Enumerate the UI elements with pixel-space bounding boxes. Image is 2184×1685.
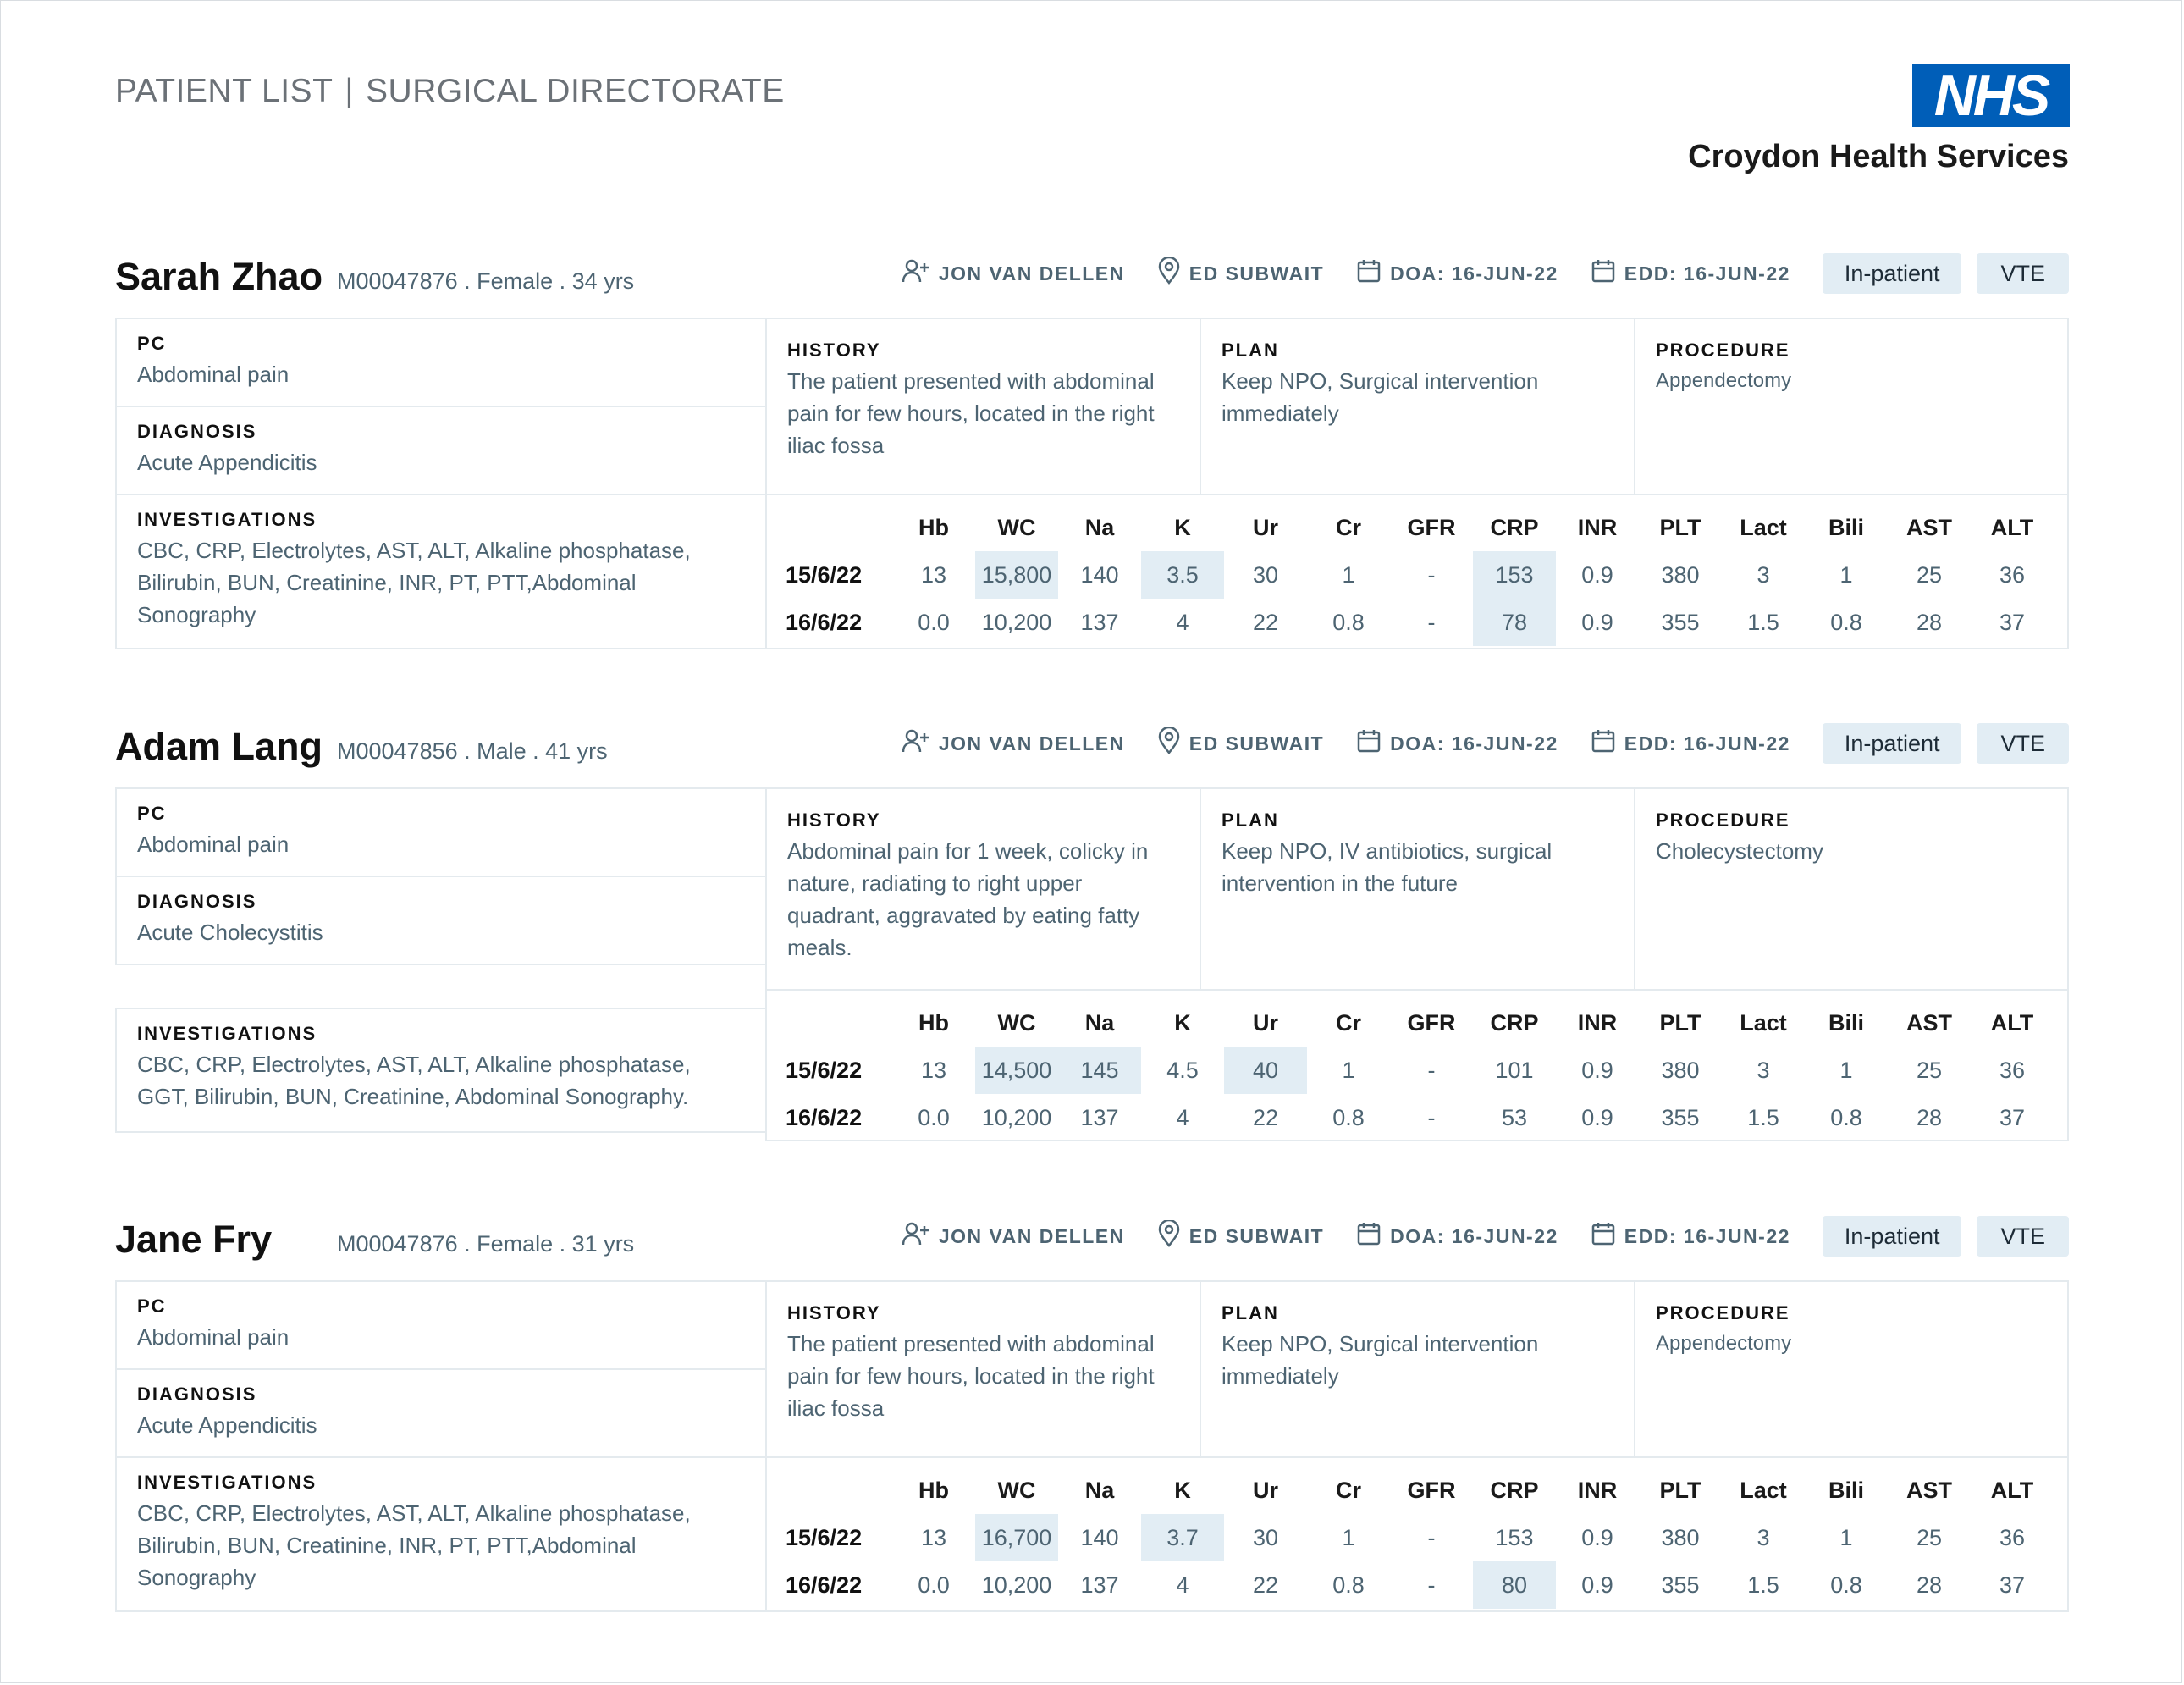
- page-title-left: PATIENT LIST: [115, 73, 334, 109]
- patient-header: [115, 1213, 2069, 1280]
- page-title-right: SURGICAL DIRECTORATE: [366, 73, 785, 109]
- lab-value: 3: [1757, 561, 1770, 588]
- lab-column-header: Ur: [1252, 1009, 1278, 1036]
- patient-info-chips: [902, 250, 2069, 297]
- doa-text: DOA: 16-JUN-22: [1390, 732, 1558, 754]
- pc-value: Abdominal pain: [137, 831, 290, 857]
- lab-date: 15/6/22: [786, 1524, 863, 1550]
- lab-row: [786, 1514, 2054, 1561]
- calendar-icon: [1356, 1221, 1390, 1251]
- pc-label: PC: [137, 333, 167, 354]
- location-chip[interactable]: [1157, 257, 1324, 290]
- lab-column-header: ALT: [1990, 514, 2034, 540]
- lab-value: 1: [1839, 561, 1853, 588]
- lab-column-header: GFR: [1407, 1477, 1456, 1503]
- lab-column-header: Bili: [1828, 1009, 1864, 1036]
- plan-label: PLAN: [1222, 340, 1279, 361]
- investigations-label: INVESTIGATIONS: [137, 1023, 317, 1044]
- lab-value: 140: [1080, 561, 1119, 588]
- lab-value: 1: [1342, 1057, 1355, 1083]
- location-name: ED SUBWAIT: [1189, 262, 1325, 285]
- lab-value: 0.0: [918, 1104, 950, 1130]
- lab-value: 22: [1252, 609, 1279, 635]
- patient-header: [115, 720, 2069, 787]
- lab-value: 1.5: [1747, 609, 1779, 635]
- lab-column-header: Lact: [1740, 1477, 1787, 1503]
- lab-value: 0.9: [1581, 1572, 1613, 1598]
- history-value: The patient presented with abdominal pain for few hours, located in the right iliac fossa: [787, 1331, 1155, 1421]
- lab-value: 1: [1839, 1524, 1853, 1550]
- pc-value: Abdominal pain: [137, 1324, 290, 1350]
- location-pin-icon: [1157, 1220, 1189, 1252]
- lab-row: [786, 599, 2054, 646]
- diagnosis-label: DIAGNOSIS: [137, 421, 257, 442]
- lab-header-row: [786, 999, 2054, 1047]
- lab-value: 36: [1999, 1524, 2026, 1550]
- lab-column-header: ALT: [1990, 1009, 2034, 1036]
- diagnosis-label: DIAGNOSIS: [137, 1384, 257, 1405]
- doa-text: DOA: 16-JUN-22: [1390, 262, 1558, 285]
- lab-column-header: PLT: [1659, 514, 1701, 540]
- lab-results-table: [786, 504, 2054, 646]
- investigations-value: CBC, CRP, Electrolytes, AST, ALT, Alkaline phosphatase, GGT, Bilirubin, BUN, Creatinine, Abdominal Sonography.: [137, 1052, 691, 1109]
- edd-chip: [1591, 258, 1790, 289]
- lab-column-header: GFR: [1407, 514, 1456, 540]
- lab-column-header: WC: [997, 1477, 1036, 1503]
- diagnosis-cell: [115, 406, 767, 495]
- lab-column-header: Na: [1084, 514, 1115, 540]
- lab-value: 37: [1999, 609, 2026, 635]
- lab-value: 1.5: [1747, 1572, 1779, 1598]
- lab-value: 10,200: [981, 1104, 1052, 1130]
- nhs-logo: [1912, 64, 2070, 127]
- lab-value: 0.8: [1332, 609, 1365, 635]
- lab-value: 101: [1495, 1057, 1534, 1083]
- procedure-label: PROCEDURE: [1656, 809, 1790, 831]
- history-value: The patient presented with abdominal pain for few hours, located in the right iliac fossa: [787, 368, 1155, 458]
- lab-column-header: WC: [997, 1009, 1036, 1036]
- lab-value: 4: [1176, 609, 1189, 635]
- location-chip[interactable]: [1157, 1220, 1324, 1252]
- lab-value: 3.5: [1141, 551, 1224, 599]
- lab-value: 13: [920, 561, 947, 588]
- lab-value: 1: [1839, 1057, 1853, 1083]
- consultant-chip[interactable]: [902, 258, 1125, 289]
- status-badge[interactable]: In-patient: [1823, 253, 1962, 294]
- lab-column-header: K: [1174, 1477, 1191, 1503]
- pc-label: PC: [137, 803, 167, 824]
- calendar-icon: [1356, 258, 1390, 289]
- lab-column-header: GFR: [1407, 1009, 1456, 1036]
- lab-row: [786, 1094, 2054, 1141]
- lab-column-header: Ur: [1252, 1477, 1278, 1503]
- history-label: HISTORY: [787, 1302, 881, 1323]
- history-cell: [765, 1280, 1201, 1458]
- patient-name: Jane Fry: [115, 1218, 273, 1261]
- patient-info-chips: [902, 720, 2069, 767]
- lab-column-header: Cr: [1335, 514, 1361, 540]
- lab-value: 3.7: [1141, 1514, 1224, 1561]
- history-value: Abdominal pain for 1 week, colicky in nature, radiating to right upper quadrant, aggravated by eating fatty meals.: [787, 838, 1149, 960]
- lab-row: [786, 551, 2054, 599]
- lab-column-header: AST: [1906, 1477, 1952, 1503]
- lab-row: [786, 1047, 2054, 1094]
- lab-value: 355: [1661, 609, 1700, 635]
- lab-value: 0.9: [1581, 1524, 1613, 1550]
- lab-value: 137: [1080, 609, 1119, 635]
- lab-date: 16/6/22: [786, 1104, 863, 1130]
- patient-info-chips: [902, 1213, 2069, 1260]
- lab-value: 40: [1224, 1047, 1307, 1094]
- location-chip[interactable]: [1157, 727, 1324, 760]
- lab-column-header: Lact: [1740, 1009, 1787, 1036]
- lab-value: 22: [1252, 1104, 1279, 1130]
- lab-date-header: [786, 1467, 892, 1514]
- procedure-cell: [1634, 787, 2069, 991]
- lab-value: 153: [1495, 1524, 1534, 1550]
- lab-value: 0.8: [1830, 609, 1862, 635]
- procedure-value: Appendectomy: [1656, 1332, 1792, 1355]
- lab-value: 80: [1473, 1561, 1556, 1609]
- edd-chip: [1591, 1221, 1790, 1251]
- lab-value: 22: [1252, 1572, 1279, 1598]
- lab-column-header: CRP: [1490, 1009, 1539, 1036]
- lab-column-header: Hb: [918, 514, 949, 540]
- vte-badge[interactable]: VTE: [1977, 1216, 2069, 1257]
- lab-value: 0.9: [1581, 1057, 1613, 1083]
- doa-chip: [1356, 1221, 1558, 1251]
- patient-meta: M00047876 . Female . 31 yrs: [337, 1231, 635, 1257]
- lab-value: 13: [920, 1057, 947, 1083]
- diagnosis-value: Acute Appendicitis: [137, 1412, 317, 1438]
- lab-value: -: [1427, 1104, 1436, 1130]
- lab-value: 25: [1916, 1057, 1943, 1083]
- vte-badge[interactable]: VTE: [1977, 253, 2069, 294]
- page-title-separator: |: [345, 73, 355, 109]
- lab-column-header: PLT: [1659, 1009, 1701, 1036]
- lab-column-header: Hb: [918, 1009, 949, 1036]
- diagnosis-value: Acute Cholecystitis: [137, 920, 323, 945]
- lab-results-table: [786, 999, 2054, 1141]
- history-cell: [765, 318, 1201, 495]
- diagnosis-label: DIAGNOSIS: [137, 891, 257, 912]
- plan-value: Keep NPO, Surgical intervention immediately: [1222, 1331, 1539, 1389]
- plan-value: Keep NPO, IV antibiotics, surgical intervention in the future: [1222, 838, 1553, 896]
- procedure-value: Cholecystectomy: [1656, 838, 1823, 864]
- consultant-chip[interactable]: [902, 1221, 1125, 1251]
- investigations-label: INVESTIGATIONS: [137, 1472, 317, 1493]
- pc-label: PC: [137, 1296, 167, 1317]
- lab-column-header: INR: [1577, 1477, 1618, 1503]
- lab-value: 14,500: [975, 1047, 1058, 1094]
- lab-value: 0.9: [1581, 561, 1613, 588]
- plan-cell: [1200, 787, 1635, 991]
- lab-value: 0.8: [1332, 1572, 1365, 1598]
- location-pin-icon: [1157, 257, 1189, 290]
- calendar-icon: [1591, 258, 1624, 289]
- lab-value: 4: [1176, 1104, 1189, 1130]
- lab-value: 1: [1342, 1524, 1355, 1550]
- lab-column-header: Bili: [1828, 1477, 1864, 1503]
- lab-value: 30: [1252, 561, 1279, 588]
- calendar-icon: [1591, 1221, 1624, 1251]
- lab-value: 3: [1757, 1524, 1770, 1550]
- lab-column-header: ALT: [1990, 1477, 2034, 1503]
- investigations-value: CBC, CRP, Electrolytes, AST, ALT, Alkaline phosphatase, Bilirubin, BUN, Creatinine, INR, PT, PTT,Abdominal Sonography: [137, 1500, 691, 1590]
- lab-value: 10,200: [981, 1572, 1052, 1598]
- edd-text: EDD: 16-JUN-22: [1624, 262, 1790, 285]
- lab-results-table: [786, 1467, 2054, 1609]
- doa-text: DOA: 16-JUN-22: [1390, 1224, 1558, 1247]
- lab-column-header: Cr: [1335, 1477, 1361, 1503]
- location-pin-icon: [1157, 727, 1189, 760]
- diagnosis-cell: [115, 1368, 767, 1458]
- diagnosis-value: Acute Appendicitis: [137, 450, 317, 475]
- lab-value: 355: [1661, 1572, 1700, 1598]
- lab-column-header: Na: [1084, 1009, 1115, 1036]
- calendar-icon: [1591, 728, 1624, 759]
- investigations-label: INVESTIGATIONS: [137, 509, 317, 530]
- lab-value: 0.0: [918, 609, 950, 635]
- lab-date-header: [786, 999, 892, 1047]
- lab-column-header: AST: [1906, 514, 1952, 540]
- lab-date: 15/6/22: [786, 1057, 863, 1083]
- vte-badge[interactable]: VTE: [1977, 723, 2069, 764]
- lab-value: 37: [1999, 1104, 2026, 1130]
- lab-column-header: Lact: [1740, 514, 1787, 540]
- lab-column-header: AST: [1906, 1009, 1952, 1036]
- procedure-cell: [1634, 1280, 2069, 1458]
- lab-column-header: Bili: [1828, 514, 1864, 540]
- plan-cell: [1200, 318, 1635, 495]
- lab-value: 145: [1058, 1047, 1141, 1094]
- lab-value: 28: [1916, 1104, 1943, 1130]
- doa-chip: [1356, 258, 1558, 289]
- lab-value: 137: [1080, 1572, 1119, 1598]
- page-title: [115, 73, 785, 110]
- add-user-icon: [902, 1221, 939, 1251]
- lab-column-header: INR: [1577, 1009, 1618, 1036]
- lab-value: 10,200: [981, 609, 1052, 635]
- pc-cell: [115, 1280, 767, 1370]
- lab-value: 137: [1080, 1104, 1119, 1130]
- lab-value: 355: [1661, 1104, 1700, 1130]
- patient-record: [115, 720, 2069, 1130]
- lab-header-row: [786, 504, 2054, 551]
- lab-column-header: K: [1174, 1009, 1191, 1036]
- lab-value: 37: [1999, 1572, 2026, 1598]
- patient-meta: M00047876 . Female . 34 yrs: [337, 268, 635, 294]
- location-name: ED SUBWAIT: [1189, 1224, 1325, 1247]
- lab-value: 1.5: [1747, 1104, 1779, 1130]
- patient-header: [115, 250, 2069, 318]
- lab-column-header: PLT: [1659, 1477, 1701, 1503]
- consultant-name: JON VAN DELLEN: [938, 1224, 1125, 1247]
- procedure-label: PROCEDURE: [1656, 1302, 1790, 1323]
- lab-value: 30: [1252, 1524, 1279, 1550]
- pc-cell: [115, 318, 767, 407]
- lab-value: 1: [1342, 561, 1355, 588]
- lab-results-panel: [765, 494, 2069, 649]
- lab-column-header: Cr: [1335, 1009, 1361, 1036]
- lab-date: 16/6/22: [786, 1572, 863, 1598]
- lab-value: 0.0: [918, 1572, 950, 1598]
- investigations-cell: [115, 1008, 767, 1133]
- procedure-label: PROCEDURE: [1656, 340, 1790, 361]
- history-label: HISTORY: [787, 809, 881, 831]
- lab-value: 28: [1916, 1572, 1943, 1598]
- lab-value: 380: [1661, 561, 1700, 588]
- calendar-icon: [1356, 728, 1390, 759]
- patient-name: Adam Lang: [115, 725, 323, 768]
- history-cell: [765, 787, 1201, 991]
- lab-header-row: [786, 1467, 2054, 1514]
- lab-column-header: WC: [997, 514, 1036, 540]
- lab-value: 53: [1501, 1104, 1528, 1130]
- lab-value: -: [1427, 1572, 1436, 1598]
- lab-column-header: CRP: [1490, 514, 1539, 540]
- lab-value: 15,800: [975, 551, 1058, 599]
- lab-column-header: K: [1174, 514, 1191, 540]
- add-user-icon: [902, 258, 939, 289]
- plan-label: PLAN: [1222, 809, 1279, 831]
- lab-value: 380: [1661, 1524, 1700, 1550]
- add-user-icon: [902, 728, 939, 759]
- lab-column-header: CRP: [1490, 1477, 1539, 1503]
- organization-name: Croydon Health Services: [1688, 139, 2069, 174]
- lab-value: 380: [1661, 1057, 1700, 1083]
- plan-label: PLAN: [1222, 1302, 1279, 1323]
- location-name: ED SUBWAIT: [1189, 732, 1325, 754]
- edd-text: EDD: 16-JUN-22: [1624, 732, 1790, 754]
- lab-value: -: [1427, 1524, 1436, 1550]
- lab-value: 140: [1080, 1524, 1119, 1550]
- patient-meta: M00047856 . Male . 41 yrs: [337, 738, 608, 764]
- edd-text: EDD: 16-JUN-22: [1624, 1224, 1790, 1247]
- plan-cell: [1200, 1280, 1635, 1458]
- lab-value: 0.9: [1581, 1104, 1613, 1130]
- pc-cell: [115, 787, 767, 877]
- lab-value: 153: [1473, 551, 1556, 599]
- lab-value: 13: [920, 1524, 947, 1550]
- lab-column-header: Na: [1084, 1477, 1115, 1503]
- lab-value: 4.5: [1166, 1057, 1199, 1083]
- procedure-cell: [1634, 318, 2069, 495]
- consultant-chip[interactable]: [902, 728, 1125, 759]
- lab-date-header: [786, 504, 892, 551]
- lab-value: 0.9: [1581, 609, 1613, 635]
- patient-name: Sarah Zhao: [115, 255, 323, 298]
- nhs-logo-text: NHS: [1933, 64, 2049, 128]
- lab-results-panel: [765, 989, 2069, 1141]
- lab-value: 36: [1999, 1057, 2026, 1083]
- doa-chip: [1356, 728, 1558, 759]
- lab-value: 36: [1999, 561, 2026, 588]
- history-label: HISTORY: [787, 340, 881, 361]
- lab-value: 3: [1757, 1057, 1770, 1083]
- lab-value: 0.8: [1332, 1104, 1365, 1130]
- lab-date: 15/6/22: [786, 561, 863, 588]
- lab-value: -: [1427, 609, 1436, 635]
- lab-row: [786, 1561, 2054, 1609]
- lab-value: 25: [1916, 561, 1943, 588]
- plan-value: Keep NPO, Surgical intervention immediately: [1222, 368, 1539, 426]
- lab-value: -: [1427, 1057, 1436, 1083]
- investigations-value: CBC, CRP, Electrolytes, AST, ALT, Alkaline phosphatase, Bilirubin, BUN, Creatinine, INR, PT, PTT,Abdominal Sonography: [137, 538, 691, 627]
- consultant-name: JON VAN DELLEN: [938, 262, 1125, 285]
- consultant-name: JON VAN DELLEN: [938, 732, 1125, 754]
- lab-value: 0.8: [1830, 1104, 1862, 1130]
- edd-chip: [1591, 728, 1790, 759]
- lab-value: 16,700: [975, 1514, 1058, 1561]
- investigations-cell: [115, 1456, 767, 1612]
- lab-value: 25: [1916, 1524, 1943, 1550]
- lab-column-header: Ur: [1252, 514, 1278, 540]
- lab-value: 28: [1916, 609, 1943, 635]
- patient-record: [115, 250, 2069, 635]
- lab-column-header: Hb: [918, 1477, 949, 1503]
- investigations-cell: [115, 494, 767, 649]
- lab-value: 0.8: [1830, 1572, 1862, 1598]
- lab-value: 4: [1176, 1572, 1189, 1598]
- lab-column-header: INR: [1577, 514, 1618, 540]
- procedure-value: Appendectomy: [1656, 369, 1792, 392]
- lab-date: 16/6/22: [786, 609, 863, 635]
- lab-value: 78: [1473, 599, 1556, 646]
- status-badge[interactable]: In-patient: [1823, 723, 1962, 764]
- lab-results-panel: [765, 1456, 2069, 1612]
- status-badge[interactable]: In-patient: [1823, 1216, 1962, 1257]
- patient-record: [115, 1213, 2069, 1598]
- lab-value: -: [1427, 561, 1436, 588]
- pc-value: Abdominal pain: [137, 362, 290, 387]
- diagnosis-cell: [115, 876, 767, 965]
